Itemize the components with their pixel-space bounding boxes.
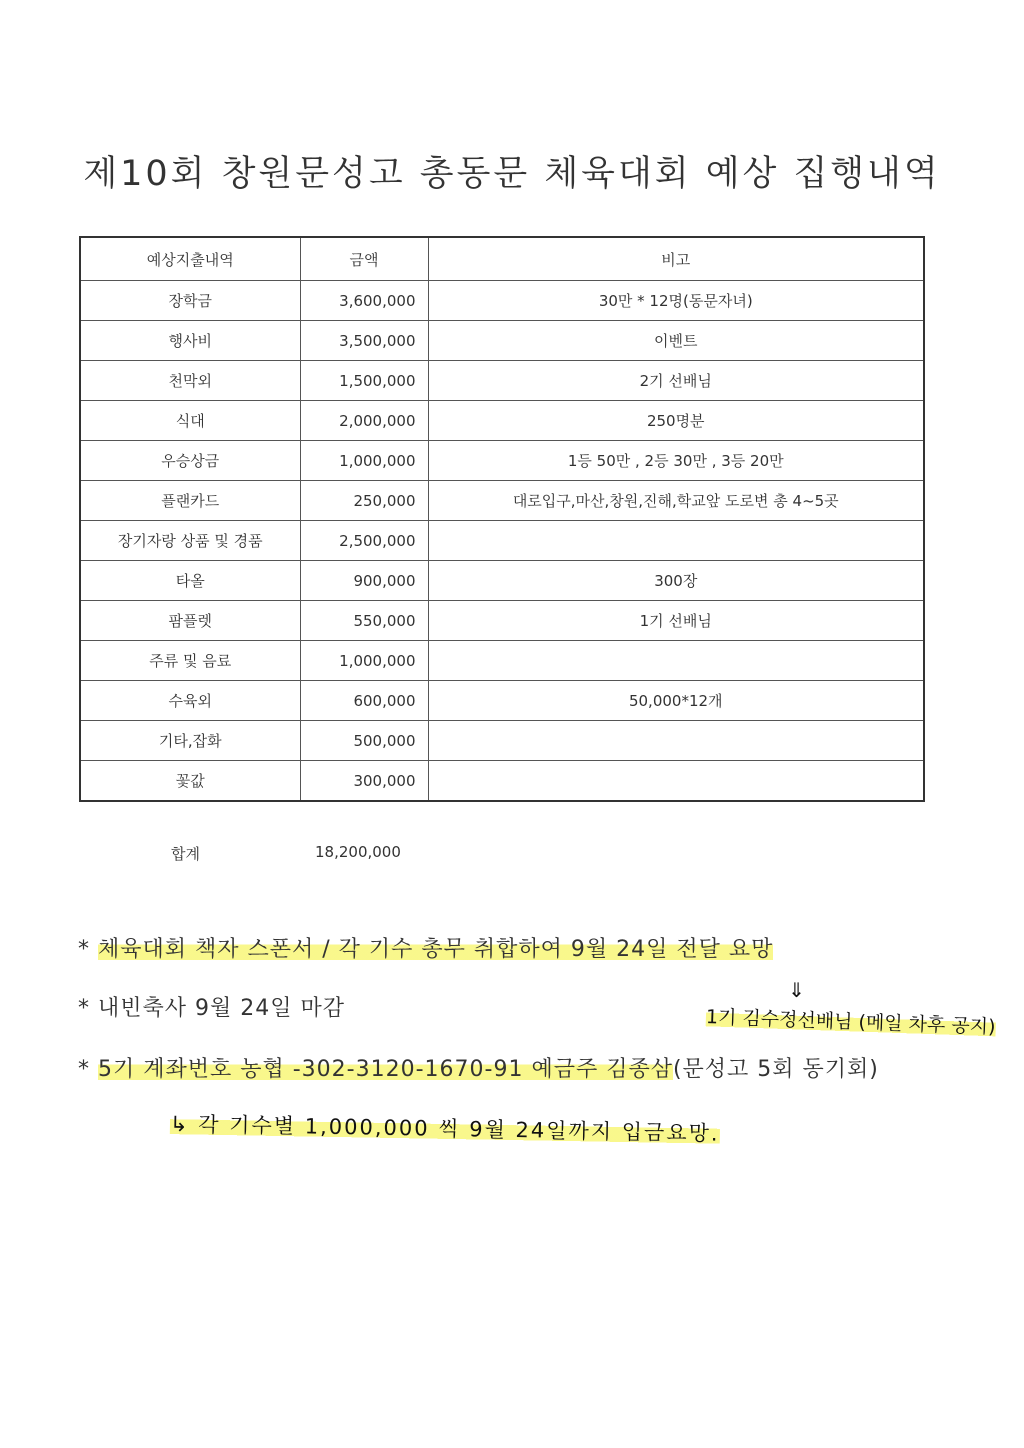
row-amount: 3,500,000 [300, 321, 428, 361]
handwritten-note-sponsor [706, 1002, 996, 1039]
table-row [80, 321, 924, 361]
table-row [80, 761, 924, 802]
account-note-prefix: * [78, 1057, 98, 1082]
row-name: 우승상금 [80, 441, 300, 481]
table-row [80, 281, 924, 321]
arrow-down-icon: ⇓ [788, 978, 805, 1002]
row-note: 대로입구,마산,창원,진해,학교앞 도로변 총 4~5곳 [428, 481, 924, 521]
row-name: 행사비 [80, 321, 300, 361]
row-amount: 3,600,000 [300, 281, 428, 321]
row-name: 타올 [80, 561, 300, 601]
row-note: 이벤트 [428, 321, 924, 361]
table-row [80, 401, 924, 441]
row-amount: 900,000 [300, 561, 428, 601]
row-name: 수육외 [80, 681, 300, 721]
row-note [428, 521, 924, 561]
row-name: 플랜카드 [80, 481, 300, 521]
account-note-suffix: (문성고 5회 동기회) [672, 1057, 879, 1082]
row-name: 꽃값 [80, 761, 300, 802]
table-row [80, 681, 924, 721]
row-name: 주류 및 음료 [80, 641, 300, 681]
row-amount: 600,000 [300, 681, 428, 721]
row-amount: 1,000,000 [300, 441, 428, 481]
row-note: 1기 선배님 [428, 601, 924, 641]
sponsor-note-prefix: * [78, 937, 98, 962]
table-row [80, 561, 924, 601]
table-row [80, 441, 924, 481]
total-amount: 18,200,000 [315, 843, 401, 861]
sponsor-note [78, 932, 773, 963]
row-amount: 300,000 [300, 761, 428, 802]
budget-table [79, 236, 925, 802]
row-name: 식대 [80, 401, 300, 441]
row-note [428, 641, 924, 681]
row-note: 2기 선배님 [428, 361, 924, 401]
row-amount: 550,000 [300, 601, 428, 641]
row-name: 기타,잡화 [80, 721, 300, 761]
handwritten-note-sponsor-text: 1기 김수정선배님 (메일 차후 공지) [705, 1006, 996, 1039]
total-label: 합계 [171, 845, 200, 863]
row-note: 30만 * 12명(동문자녀) [428, 281, 924, 321]
handwritten-note-deposit-text: ↳ 각 기수별 1,000,000 씩 9월 24일까지 입금요망. [169, 1112, 720, 1146]
row-note [428, 721, 924, 761]
row-amount: 2,000,000 [300, 401, 428, 441]
row-note: 1등 50만 , 2등 30만 , 3등 20만 [428, 441, 924, 481]
account-note [78, 1052, 879, 1083]
document-title: 제10회 창원문성고 총동문 체육대회 예상 집행내역 [83, 154, 941, 194]
header-amount: 금액 [300, 237, 428, 281]
row-note [428, 761, 924, 802]
table-row [80, 601, 924, 641]
row-note: 50,000*12개 [428, 681, 924, 721]
row-note: 300장 [428, 561, 924, 601]
row-note: 250명분 [428, 401, 924, 441]
table-row [80, 641, 924, 681]
row-name: 장학금 [80, 281, 300, 321]
row-amount: 500,000 [300, 721, 428, 761]
sponsor-note-text: 체육대회 책자 스폰서 / 각 기수 총무 취합하여 9월 24일 전달 요망 [98, 937, 774, 962]
guest-speech-note: * 내빈축사 9월 24일 마감 [78, 996, 345, 1021]
row-amount: 250,000 [300, 481, 428, 521]
row-amount: 1,500,000 [300, 361, 428, 401]
row-name: 팜플렛 [80, 601, 300, 641]
header-note: 비고 [428, 237, 924, 281]
row-name: 장기자랑 상품 및 경품 [80, 521, 300, 561]
header-item: 예상지출내역 [80, 237, 300, 281]
table-row [80, 361, 924, 401]
row-amount: 1,000,000 [300, 641, 428, 681]
row-name: 천막외 [80, 361, 300, 401]
table-row [80, 721, 924, 761]
account-note-text: 5기 계좌번호 농협 -302-3120-1670-91 예금주 김종삼 [98, 1057, 673, 1082]
row-amount: 2,500,000 [300, 521, 428, 561]
table-header-row [80, 237, 924, 281]
table-row [80, 481, 924, 521]
handwritten-note-deposit [170, 1108, 720, 1148]
table-row [80, 521, 924, 561]
